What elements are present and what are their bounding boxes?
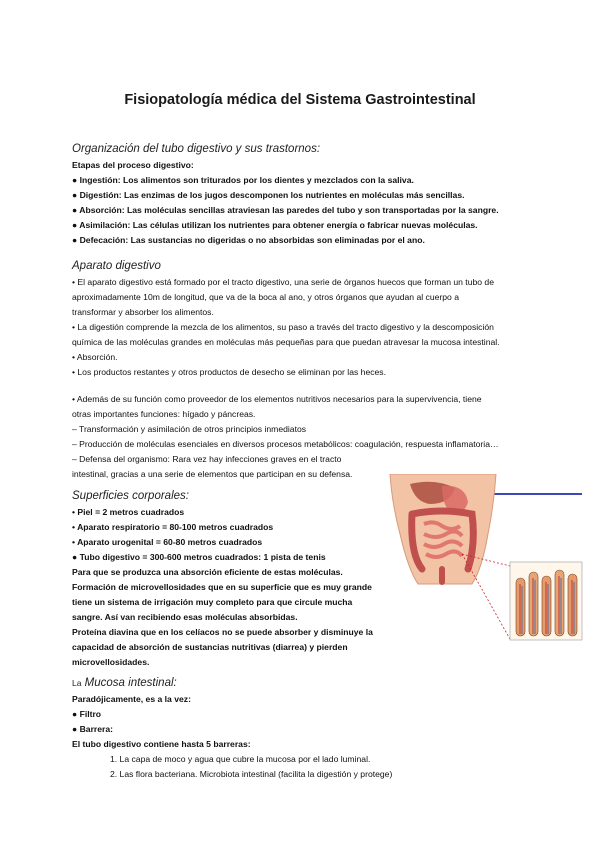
text-line: otras importantes funciones: hígado y páncreas. <box>72 409 256 419</box>
list-item: ● Asimilación: Las células utilizan los nutrientes para obtener energía o fabricar nuevas moléculas. <box>72 220 478 230</box>
text-line: • Absorción. <box>72 352 118 362</box>
text-line: química de las moléculas grandes en moléculas más pequeñas para que puedan atravesar la mucosa intestinal. <box>72 337 500 347</box>
text-line: sangre. Así van recibiendo esas moléculas absorbidas. <box>72 612 298 622</box>
section-heading-organizacion: Organización del tubo digestivo y sus trastornos: <box>72 143 321 155</box>
text-line: transformar y absorber los alimentos. <box>72 307 214 317</box>
section-heading-mucosa <box>72 677 177 689</box>
list-item: ● Barrera: <box>72 724 114 734</box>
list-item: ● Digestión: Las enzimas de los jugos descomponen los nutrientes en moléculas más sencillas. <box>72 190 465 200</box>
section-heading-superficies: Superficies corporales: <box>72 490 189 502</box>
list-item: • Piel = 2 metros cuadrados <box>72 507 185 517</box>
text-line: Proteína diavina que en los celíacos no se puede absorber y disminuye la <box>72 627 373 637</box>
text-line: Para que se produzca una absorción eficiente de estas moléculas. <box>72 567 343 577</box>
list-item: ● Tubo digestivo = 300-600 metros cuadrados: 1 pista de tenis <box>72 552 326 562</box>
text-line: El tubo digestivo contiene hasta 5 barreras: <box>72 739 251 749</box>
text-line: – Transformación y asimilación de otros principios inmediatos <box>72 424 307 434</box>
text-line: Etapas del proceso digestivo: <box>72 160 194 170</box>
list-item: ● Ingestión: Los alimentos son triturados por los dientes y mezclados con la saliva. <box>72 175 414 185</box>
text-line: aproximadamente 10m de longitud, que va de la boca al ano, y otros órganos que ayudan al cuerpo a <box>72 292 459 302</box>
text-line: • La digestión comprende la mezcla de los alimentos, su paso a través del tracto digestivo y la descomposición <box>72 322 494 332</box>
section-heading-aparato-digestivo: Aparato digestivo <box>72 260 161 272</box>
text-line: Paradójicamente, es a la vez: <box>72 694 191 704</box>
numbered-item: 1. La capa de moco y agua que cubre la mucosa por el lado luminal. <box>110 754 371 764</box>
list-item: ● Absorción: Las moléculas sencillas atraviesan las paredes del tubo y son transportadas por la sangre. <box>72 205 499 215</box>
numbered-item: 2. Las flora bacteriana. Microbiota intestinal (facilita la digestión y protege) <box>110 769 393 779</box>
text-line: capacidad de absorción de sustancias nutritivas (diarrea) y pierden <box>72 642 348 652</box>
text-line: • El aparato digestivo está formado por el tracto digestivo, una serie de órganos huecos que forman un tubo de <box>72 277 494 287</box>
list-item: • Aparato respiratorio = 80-100 metros cuadrados <box>72 522 274 532</box>
text-line: • Además de su función como proveedor de los elementos nutritivos necesarios para la supervivencia, tiene <box>72 394 482 404</box>
text-line: • Los productos restantes y otros productos de desecho se eliminan por las heces. <box>72 367 386 377</box>
heading-suffix: : <box>173 677 177 689</box>
heading-prefix: La <box>72 678 82 688</box>
list-item: • Aparato urogenital = 60-80 metros cuadrados <box>72 537 263 547</box>
text-line: intestinal, gracias a una serie de elementos que participan en su defensa. <box>72 469 353 479</box>
text-line: microvellosidades. <box>72 657 150 667</box>
text-line: tiene un sistema de irrigación muy completo para que circule mucha <box>72 597 353 607</box>
document-title: Fisiopatología médica del Sistema Gastrointestinal <box>124 92 476 108</box>
text-line: Formación de microvellosidades que en su superficie que es muy grande <box>72 582 372 592</box>
list-item: ● Filtro <box>72 709 102 719</box>
list-item: ● Defecación: Las sustancias no digeridas o no absorbidas son eliminadas por el ano. <box>72 235 425 245</box>
heading-main: Mucosa intestinal <box>84 677 174 689</box>
text-line: – Defensa del organismo: Rara vez hay infecciones graves en el tracto <box>72 454 342 464</box>
intestine-illustration <box>380 474 585 642</box>
text-line: – Producción de moléculas esenciales en diversos procesos metabólicos: coagulación, respuesta inflamatoria… <box>72 439 499 449</box>
